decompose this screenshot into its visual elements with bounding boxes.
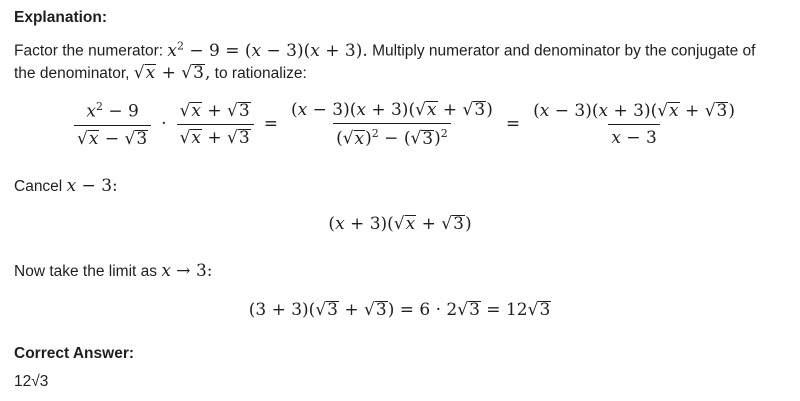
limit-math: x → 3: [161, 261, 213, 281]
fraction-expanded: $\frac{(x - 3)(x + 3)(√x + √3)}{(√x)^2 - (√3)^2}$ [290, 100, 493, 149]
fraction-original: $\frac{x^2 - 9}{√x - √3}$ [74, 100, 151, 149]
limit-line [14, 261, 213, 282]
equals-sign: = [505, 114, 521, 135]
explanation-heading: Explanation: [14, 9, 108, 26]
simplified-expression: (x + 3)(√x + √3) [328, 214, 472, 234]
correct-answer-value: 12√3 [14, 373, 49, 390]
limit-result: (3 + 3)(√3 + √3) = 6 · 2√3 = 12√3 [248, 300, 551, 320]
line-1-suffix: Multiply numerator and denominator by the conjugate of [372, 42, 756, 60]
line-1-math: $x^2 - 9 = (x - 3)(x + 3)$. [167, 39, 368, 61]
explanation-line-1 [14, 36, 755, 62]
line-1-prefix: Factor the numerator: [14, 42, 164, 60]
fraction-conjugate: $\frac{√x + √3}{√x + √3}$ [177, 101, 254, 148]
cancel-prefix: Cancel [14, 178, 63, 195]
line-2-prefix: the denominator, [14, 65, 130, 82]
equals-sign: = [263, 114, 278, 135]
fraction-simplified: $\frac{(x - 3)(x + 3)(√x + √3)}{x - 3}$ [533, 100, 735, 148]
rationalize-equation [70, 100, 742, 149]
line-2-math: √x + √3, [133, 63, 211, 83]
cancel-line [14, 176, 118, 197]
explanation-line-2 [14, 63, 307, 84]
dot-operator: · [161, 114, 167, 135]
line-2-suffix: to rationalize: [214, 65, 307, 82]
correct-answer-heading: Correct Answer: [14, 345, 135, 362]
limit-prefix: Now take the limit as [14, 263, 157, 280]
cancel-math: x − 3: [66, 176, 118, 196]
